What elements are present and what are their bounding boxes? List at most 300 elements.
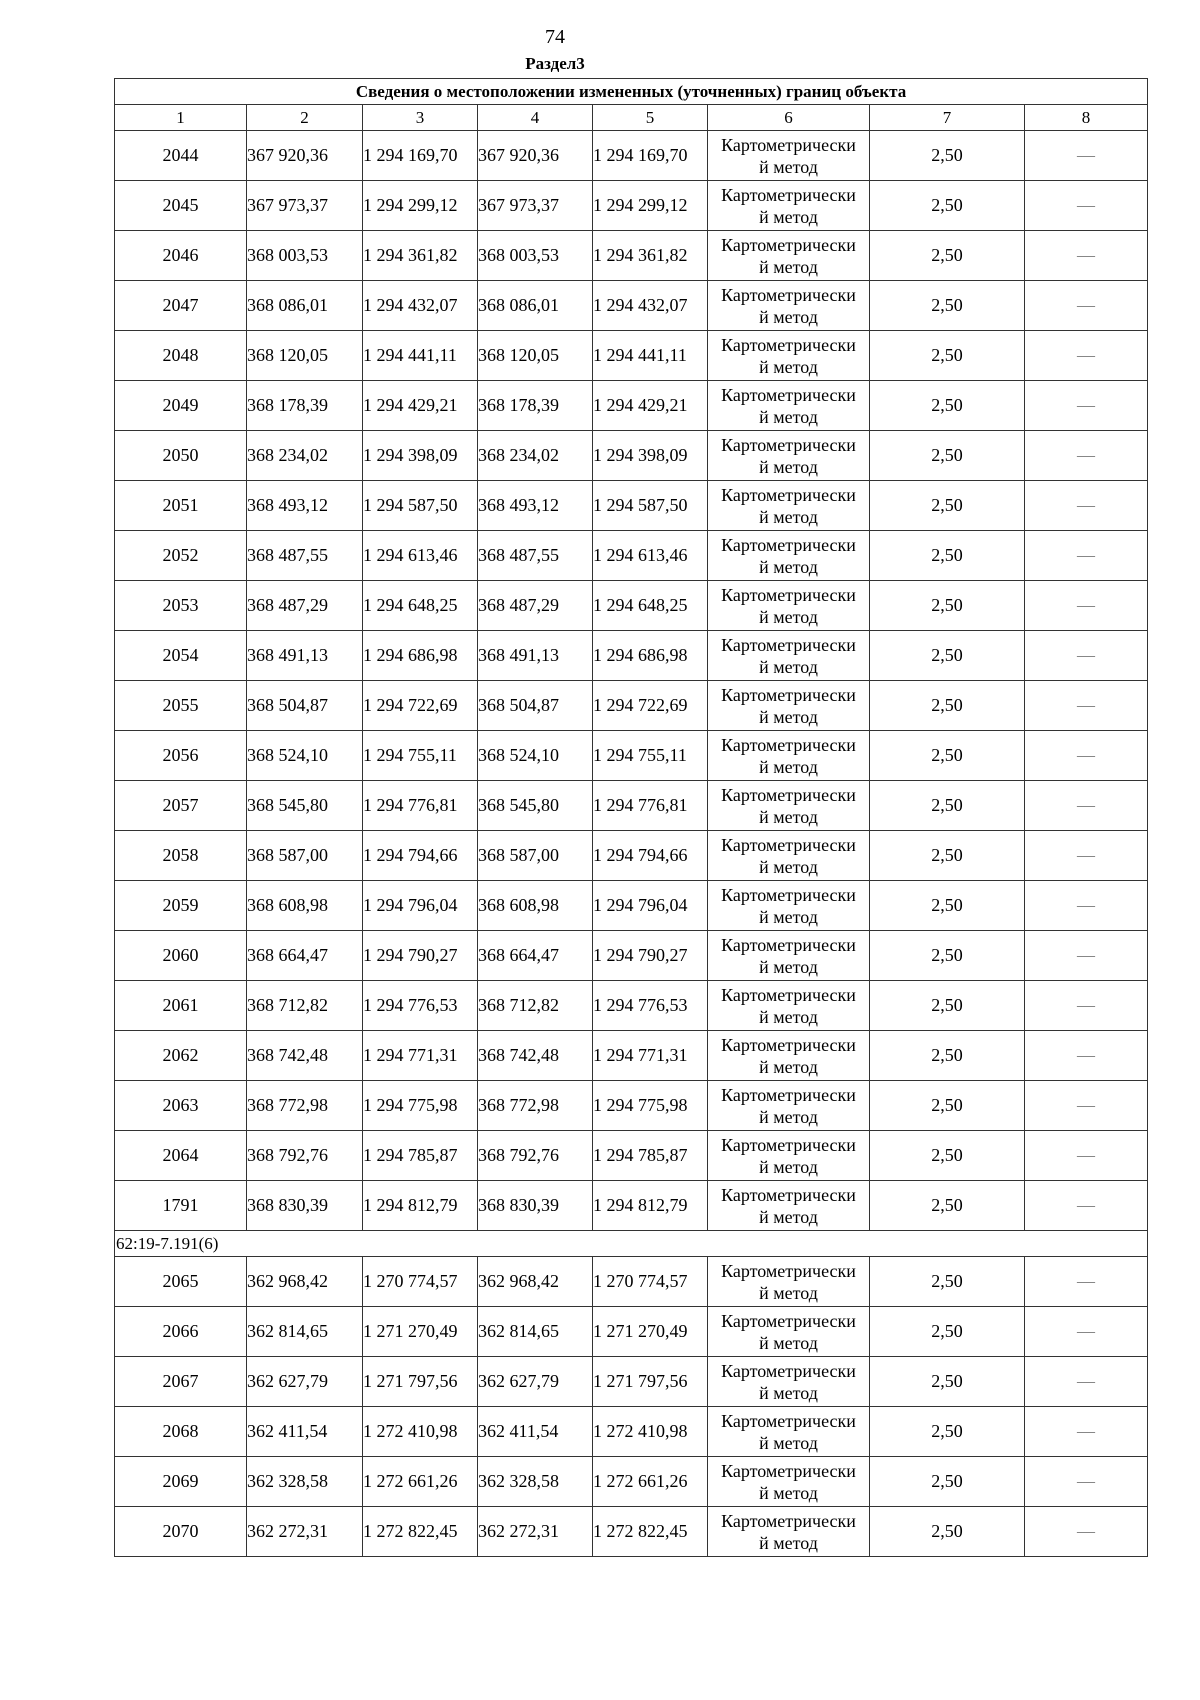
- new-y-cell: 1 294 776,53: [593, 981, 708, 1031]
- point-number-cell: 2069: [115, 1457, 247, 1507]
- existing-x-cell: 368 742,48: [247, 1031, 363, 1081]
- method-cell: [708, 1407, 870, 1457]
- boundary-coordinates-table: [114, 78, 1148, 1557]
- existing-x-cell: 368 487,55: [247, 531, 363, 581]
- method-text-line: й метод: [759, 606, 818, 627]
- existing-x-cell: 362 411,54: [247, 1407, 363, 1457]
- point-number-cell: 2056: [115, 731, 247, 781]
- new-y-cell: 1 294 812,79: [593, 1181, 708, 1231]
- note-cell: —: [1025, 131, 1148, 181]
- existing-y-cell: 1 294 432,07: [363, 281, 478, 331]
- new-y-cell: 1 270 774,57: [593, 1257, 708, 1307]
- table-row: [115, 231, 1148, 281]
- note-cell: —: [1025, 781, 1148, 831]
- table-row: [115, 631, 1148, 681]
- table-row: [115, 1181, 1148, 1231]
- note-cell: —: [1025, 731, 1148, 781]
- table-row: [115, 931, 1148, 981]
- existing-x-cell: 368 830,39: [247, 1181, 363, 1231]
- existing-x-cell: 368 234,02: [247, 431, 363, 481]
- precision-cell: 2,50: [870, 731, 1025, 781]
- method-cell: [708, 631, 870, 681]
- existing-y-cell: 1 294 794,66: [363, 831, 478, 881]
- method-cell: [708, 831, 870, 881]
- existing-y-cell: 1 294 796,04: [363, 881, 478, 931]
- precision-cell: 2,50: [870, 1307, 1025, 1357]
- precision-cell: 2,50: [870, 1507, 1025, 1557]
- precision-cell: 2,50: [870, 681, 1025, 731]
- note-cell: —: [1025, 481, 1148, 531]
- method-text-line: й метод: [759, 156, 818, 177]
- method-text-line: й метод: [759, 1106, 818, 1127]
- method-cell: [708, 531, 870, 581]
- table-row: [115, 1307, 1148, 1357]
- precision-cell: 2,50: [870, 281, 1025, 331]
- new-y-cell: 1 271 270,49: [593, 1307, 708, 1357]
- new-x-cell: 368 712,82: [478, 981, 593, 1031]
- new-y-cell: 1 294 686,98: [593, 631, 708, 681]
- new-y-cell: 1 294 755,11: [593, 731, 708, 781]
- new-y-cell: 1 294 785,87: [593, 1131, 708, 1181]
- method-text-line: Картометрически: [721, 334, 856, 355]
- existing-y-cell: 1 294 169,70: [363, 131, 478, 181]
- method-cell: [708, 1457, 870, 1507]
- new-y-cell: 1 272 822,45: [593, 1507, 708, 1557]
- method-cell: [708, 581, 870, 631]
- existing-x-cell: 368 491,13: [247, 631, 363, 681]
- method-text-line: й метод: [759, 806, 818, 827]
- method-text-line: й метод: [759, 1056, 818, 1077]
- note-cell: —: [1025, 1457, 1148, 1507]
- existing-x-cell: 362 627,79: [247, 1357, 363, 1407]
- table-row: [115, 1257, 1148, 1307]
- new-x-cell: 368 493,12: [478, 481, 593, 531]
- existing-y-cell: 1 294 812,79: [363, 1181, 478, 1231]
- precision-cell: 2,50: [870, 231, 1025, 281]
- table-row: [115, 381, 1148, 431]
- point-number-cell: 2067: [115, 1357, 247, 1407]
- method-text-line: й метод: [759, 706, 818, 727]
- method-text-line: й метод: [759, 1482, 818, 1503]
- method-text-line: Картометрически: [721, 1184, 856, 1205]
- table-row: [115, 1357, 1148, 1407]
- method-cell: [708, 931, 870, 981]
- new-x-cell: 368 487,55: [478, 531, 593, 581]
- new-x-cell: 368 792,76: [478, 1131, 593, 1181]
- point-number-cell: 2058: [115, 831, 247, 881]
- existing-x-cell: 368 487,29: [247, 581, 363, 631]
- existing-x-cell: 368 608,98: [247, 881, 363, 931]
- precision-cell: 2,50: [870, 131, 1025, 181]
- table-row: [115, 531, 1148, 581]
- existing-x-cell: 362 272,31: [247, 1507, 363, 1557]
- new-y-cell: 1 272 661,26: [593, 1457, 708, 1507]
- method-text-line: Картометрически: [721, 484, 856, 505]
- method-cell: [708, 881, 870, 931]
- method-text-line: Картометрически: [721, 734, 856, 755]
- existing-x-cell: 368 545,80: [247, 781, 363, 831]
- existing-x-cell: 368 120,05: [247, 331, 363, 381]
- new-x-cell: 367 973,37: [478, 181, 593, 231]
- table-body: [115, 131, 1148, 1557]
- existing-y-cell: 1 294 429,21: [363, 381, 478, 431]
- existing-y-cell: 1 272 410,98: [363, 1407, 478, 1457]
- new-y-cell: 1 271 797,56: [593, 1357, 708, 1407]
- precision-cell: 2,50: [870, 431, 1025, 481]
- new-y-cell: 1 294 432,07: [593, 281, 708, 331]
- method-text-line: й метод: [759, 256, 818, 277]
- existing-y-cell: 1 272 661,26: [363, 1457, 478, 1507]
- table-row: [115, 431, 1148, 481]
- point-number-cell: 2045: [115, 181, 247, 231]
- method-text-line: й метод: [759, 406, 818, 427]
- precision-cell: 2,50: [870, 331, 1025, 381]
- note-cell: —: [1025, 381, 1148, 431]
- existing-y-cell: 1 294 587,50: [363, 481, 478, 531]
- parcel-group-label: 62:19-7.191(6): [115, 1231, 1148, 1257]
- method-text-line: Картометрически: [721, 1260, 856, 1281]
- precision-cell: 2,50: [870, 1081, 1025, 1131]
- method-text-line: й метод: [759, 456, 818, 477]
- new-x-cell: 368 830,39: [478, 1181, 593, 1231]
- existing-x-cell: 368 178,39: [247, 381, 363, 431]
- precision-cell: 2,50: [870, 1457, 1025, 1507]
- method-cell: [708, 1257, 870, 1307]
- existing-y-cell: 1 272 822,45: [363, 1507, 478, 1557]
- point-number-cell: 2052: [115, 531, 247, 581]
- precision-cell: 2,50: [870, 1131, 1025, 1181]
- method-text-line: Картометрически: [721, 634, 856, 655]
- point-number-cell: 2050: [115, 431, 247, 481]
- column-number: 7: [870, 105, 1025, 131]
- new-x-cell: 368 491,13: [478, 631, 593, 681]
- note-cell: —: [1025, 981, 1148, 1031]
- existing-x-cell: 368 772,98: [247, 1081, 363, 1131]
- note-cell: —: [1025, 1357, 1148, 1407]
- point-number-cell: 2046: [115, 231, 247, 281]
- existing-y-cell: 1 294 299,12: [363, 181, 478, 231]
- method-text-line: й метод: [759, 1332, 818, 1353]
- table-row: [115, 481, 1148, 531]
- method-text-line: Картометрически: [721, 934, 856, 955]
- method-text-line: й метод: [759, 506, 818, 527]
- method-text-line: й метод: [759, 906, 818, 927]
- new-y-cell: 1 294 790,27: [593, 931, 708, 981]
- method-text-line: й метод: [759, 1006, 818, 1027]
- new-y-cell: 1 294 587,50: [593, 481, 708, 531]
- table-row: [115, 881, 1148, 931]
- existing-x-cell: 368 587,00: [247, 831, 363, 881]
- new-x-cell: 368 587,00: [478, 831, 593, 881]
- note-cell: —: [1025, 1181, 1148, 1231]
- method-text-line: й метод: [759, 756, 818, 777]
- new-y-cell: 1 272 410,98: [593, 1407, 708, 1457]
- existing-y-cell: 1 294 755,11: [363, 731, 478, 781]
- new-x-cell: 368 120,05: [478, 331, 593, 381]
- precision-cell: 2,50: [870, 531, 1025, 581]
- method-text-line: й метод: [759, 956, 818, 977]
- method-cell: [708, 1307, 870, 1357]
- note-cell: —: [1025, 1307, 1148, 1357]
- existing-y-cell: 1 294 613,46: [363, 531, 478, 581]
- method-cell: [708, 131, 870, 181]
- method-text-line: й метод: [759, 556, 818, 577]
- existing-x-cell: 367 920,36: [247, 131, 363, 181]
- method-text-line: й метод: [759, 1432, 818, 1453]
- table-row: [115, 1031, 1148, 1081]
- note-cell: —: [1025, 581, 1148, 631]
- note-cell: —: [1025, 1407, 1148, 1457]
- point-number-cell: 2055: [115, 681, 247, 731]
- precision-cell: 2,50: [870, 1181, 1025, 1231]
- existing-y-cell: 1 294 398,09: [363, 431, 478, 481]
- point-number-cell: 2048: [115, 331, 247, 381]
- column-number: 4: [478, 105, 593, 131]
- method-text-line: Картометрически: [721, 784, 856, 805]
- new-x-cell: 367 920,36: [478, 131, 593, 181]
- precision-cell: 2,50: [870, 781, 1025, 831]
- point-number-cell: 2065: [115, 1257, 247, 1307]
- table-row: [115, 681, 1148, 731]
- table-row: [115, 331, 1148, 381]
- precision-cell: 2,50: [870, 581, 1025, 631]
- page-number: 74: [545, 26, 565, 48]
- note-cell: —: [1025, 831, 1148, 881]
- new-y-cell: 1 294 648,25: [593, 581, 708, 631]
- method-text-line: Картометрически: [721, 1510, 856, 1531]
- method-text-line: Картометрически: [721, 234, 856, 255]
- point-number-cell: 1791: [115, 1181, 247, 1231]
- table-row: [115, 831, 1148, 881]
- method-text-line: Картометрически: [721, 834, 856, 855]
- method-cell: [708, 481, 870, 531]
- method-text-line: Картометрически: [721, 1034, 856, 1055]
- column-number: 2: [247, 105, 363, 131]
- existing-x-cell: 368 003,53: [247, 231, 363, 281]
- point-number-cell: 2054: [115, 631, 247, 681]
- new-x-cell: 368 608,98: [478, 881, 593, 931]
- new-y-cell: 1 294 613,46: [593, 531, 708, 581]
- method-text-line: Картометрически: [721, 884, 856, 905]
- method-cell: [708, 781, 870, 831]
- method-text-line: й метод: [759, 1206, 818, 1227]
- table-row: [115, 1507, 1148, 1557]
- method-text-line: Картометрически: [721, 984, 856, 1005]
- new-y-cell: 1 294 299,12: [593, 181, 708, 231]
- note-cell: —: [1025, 631, 1148, 681]
- point-number-cell: 2049: [115, 381, 247, 431]
- new-y-cell: 1 294 722,69: [593, 681, 708, 731]
- table-row: [115, 781, 1148, 831]
- table-row: [115, 1131, 1148, 1181]
- method-text-line: Картометрически: [721, 184, 856, 205]
- point-number-cell: 2068: [115, 1407, 247, 1457]
- table-row: [115, 281, 1148, 331]
- point-number-cell: 2059: [115, 881, 247, 931]
- new-y-cell: 1 294 361,82: [593, 231, 708, 281]
- existing-x-cell: 368 086,01: [247, 281, 363, 331]
- existing-y-cell: 1 294 785,87: [363, 1131, 478, 1181]
- point-number-cell: 2066: [115, 1307, 247, 1357]
- new-y-cell: 1 294 794,66: [593, 831, 708, 881]
- point-number-cell: 2060: [115, 931, 247, 981]
- new-x-cell: 368 487,29: [478, 581, 593, 631]
- table-row: [115, 131, 1148, 181]
- existing-y-cell: 1 294 686,98: [363, 631, 478, 681]
- note-cell: —: [1025, 1081, 1148, 1131]
- method-text-line: й метод: [759, 1532, 818, 1553]
- table-row: [115, 1081, 1148, 1131]
- existing-x-cell: 368 664,47: [247, 931, 363, 981]
- point-number-cell: 2047: [115, 281, 247, 331]
- note-cell: —: [1025, 181, 1148, 231]
- note-cell: —: [1025, 931, 1148, 981]
- existing-y-cell: 1 294 722,69: [363, 681, 478, 731]
- new-x-cell: 362 411,54: [478, 1407, 593, 1457]
- existing-y-cell: 1 294 648,25: [363, 581, 478, 631]
- column-number: 6: [708, 105, 870, 131]
- new-y-cell: 1 294 398,09: [593, 431, 708, 481]
- existing-y-cell: 1 294 361,82: [363, 231, 478, 281]
- table-row: [115, 181, 1148, 231]
- method-cell: [708, 1357, 870, 1407]
- note-cell: —: [1025, 1257, 1148, 1307]
- method-cell: [708, 331, 870, 381]
- method-text-line: Картометрически: [721, 534, 856, 555]
- new-x-cell: 368 664,47: [478, 931, 593, 981]
- note-cell: —: [1025, 231, 1148, 281]
- new-y-cell: 1 294 429,21: [593, 381, 708, 431]
- existing-y-cell: 1 271 270,49: [363, 1307, 478, 1357]
- column-number: 8: [1025, 105, 1148, 131]
- existing-x-cell: 367 973,37: [247, 181, 363, 231]
- new-x-cell: 368 178,39: [478, 381, 593, 431]
- new-x-cell: 368 545,80: [478, 781, 593, 831]
- new-y-cell: 1 294 441,11: [593, 331, 708, 381]
- method-text-line: Картометрически: [721, 1134, 856, 1155]
- new-x-cell: 368 524,10: [478, 731, 593, 781]
- note-cell: —: [1025, 1031, 1148, 1081]
- new-x-cell: 362 328,58: [478, 1457, 593, 1507]
- existing-x-cell: 368 504,87: [247, 681, 363, 731]
- method-cell: [708, 231, 870, 281]
- existing-y-cell: 1 294 775,98: [363, 1081, 478, 1131]
- existing-y-cell: 1 294 441,11: [363, 331, 478, 381]
- method-text-line: Картометрически: [721, 284, 856, 305]
- existing-x-cell: 362 968,42: [247, 1257, 363, 1307]
- table-row: [115, 981, 1148, 1031]
- point-number-cell: 2062: [115, 1031, 247, 1081]
- precision-cell: 2,50: [870, 931, 1025, 981]
- existing-y-cell: 1 294 771,31: [363, 1031, 478, 1081]
- point-number-cell: 2064: [115, 1131, 247, 1181]
- table-row: [115, 731, 1148, 781]
- point-number-cell: 2063: [115, 1081, 247, 1131]
- new-y-cell: 1 294 775,98: [593, 1081, 708, 1131]
- point-number-cell: 2070: [115, 1507, 247, 1557]
- existing-x-cell: 368 792,76: [247, 1131, 363, 1181]
- existing-x-cell: 368 493,12: [247, 481, 363, 531]
- section-title: Раздел3: [525, 54, 585, 73]
- method-text-line: Картометрически: [721, 434, 856, 455]
- new-x-cell: 362 272,31: [478, 1507, 593, 1557]
- method-text-line: й метод: [759, 656, 818, 677]
- method-text-line: Картометрически: [721, 684, 856, 705]
- method-cell: [708, 1507, 870, 1557]
- method-text-line: й метод: [759, 306, 818, 327]
- table-row: [115, 1407, 1148, 1457]
- new-y-cell: 1 294 776,81: [593, 781, 708, 831]
- precision-cell: 2,50: [870, 1357, 1025, 1407]
- method-text-line: Картометрически: [721, 584, 856, 605]
- column-number: 5: [593, 105, 708, 131]
- note-cell: —: [1025, 881, 1148, 931]
- existing-x-cell: 368 712,82: [247, 981, 363, 1031]
- method-cell: [708, 731, 870, 781]
- method-text-line: й метод: [759, 206, 818, 227]
- method-cell: [708, 1031, 870, 1081]
- column-number: 3: [363, 105, 478, 131]
- method-text-line: Картометрически: [721, 1310, 856, 1331]
- method-cell: [708, 181, 870, 231]
- new-x-cell: 368 086,01: [478, 281, 593, 331]
- precision-cell: 2,50: [870, 381, 1025, 431]
- existing-y-cell: 1 294 776,53: [363, 981, 478, 1031]
- existing-y-cell: 1 270 774,57: [363, 1257, 478, 1307]
- method-text-line: Картометрически: [721, 1360, 856, 1381]
- table-row: [115, 1457, 1148, 1507]
- method-text-line: й метод: [759, 1382, 818, 1403]
- existing-y-cell: 1 271 797,56: [363, 1357, 478, 1407]
- table-caption: Сведения о местоположении измененных (уточненных) границ объекта: [115, 79, 1148, 105]
- method-cell: [708, 681, 870, 731]
- existing-x-cell: 362 328,58: [247, 1457, 363, 1507]
- point-number-cell: 2057: [115, 781, 247, 831]
- new-x-cell: 362 968,42: [478, 1257, 593, 1307]
- precision-cell: 2,50: [870, 981, 1025, 1031]
- new-y-cell: 1 294 169,70: [593, 131, 708, 181]
- group-row: [115, 1231, 1148, 1257]
- column-number-row: [115, 105, 1148, 131]
- method-cell: [708, 1131, 870, 1181]
- method-cell: [708, 1081, 870, 1131]
- note-cell: —: [1025, 1131, 1148, 1181]
- table-row: [115, 581, 1148, 631]
- point-number-cell: 2061: [115, 981, 247, 1031]
- note-cell: —: [1025, 1507, 1148, 1557]
- precision-cell: 2,50: [870, 481, 1025, 531]
- method-cell: [708, 981, 870, 1031]
- column-number: 1: [115, 105, 247, 131]
- existing-y-cell: 1 294 776,81: [363, 781, 478, 831]
- precision-cell: 2,50: [870, 881, 1025, 931]
- new-y-cell: 1 294 771,31: [593, 1031, 708, 1081]
- method-cell: [708, 381, 870, 431]
- point-number-cell: 2044: [115, 131, 247, 181]
- method-cell: [708, 281, 870, 331]
- method-text-line: й метод: [759, 356, 818, 377]
- existing-y-cell: 1 294 790,27: [363, 931, 478, 981]
- new-x-cell: 368 772,98: [478, 1081, 593, 1131]
- note-cell: —: [1025, 331, 1148, 381]
- method-text-line: Картометрически: [721, 1084, 856, 1105]
- method-text-line: Картометрически: [721, 1460, 856, 1481]
- method-text-line: й метод: [759, 1282, 818, 1303]
- method-text-line: Картометрически: [721, 134, 856, 155]
- new-x-cell: 362 814,65: [478, 1307, 593, 1357]
- method-cell: [708, 1181, 870, 1231]
- method-text-line: й метод: [759, 1156, 818, 1177]
